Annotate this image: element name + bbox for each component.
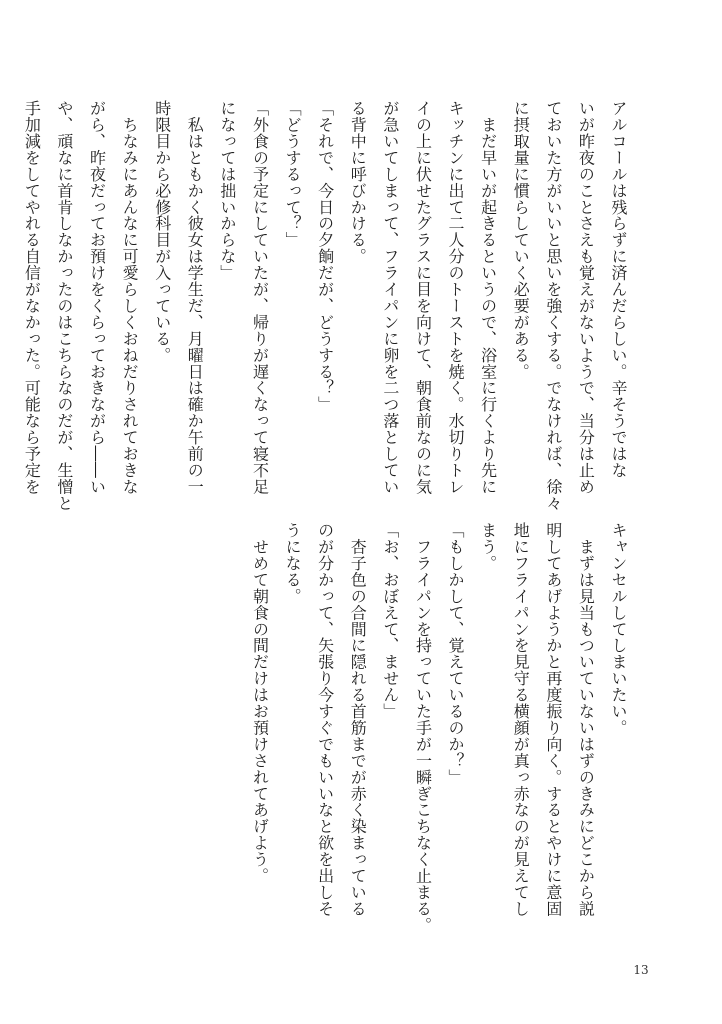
upper-text-block	[15, 100, 634, 512]
text-line: 手加減をしてやれる自信がなかった。可能なら予定を	[22, 100, 42, 495]
text-line: まずは見当もついていないはずのきみにどこから説	[576, 522, 596, 917]
text-line: ておいた方がいいと思いを強くする。でなければ、徐々	[543, 100, 563, 512]
text-line: が急いてしまって、フライパンに卵を二つ落としてい	[380, 100, 400, 495]
text-line: イの上に伏せたグラスに目を向けて、朝食前なのに気	[413, 100, 433, 495]
text-line: アルコールは残らずに済んだらしい。辛そうではな	[609, 100, 628, 479]
text-line: 時限目から必修科目が入っている。	[152, 100, 172, 364]
text-line: まだ早いが起きるというので、浴室に行くより先に	[478, 100, 498, 495]
text-line: せめて朝食の間だけはお預けされてあげよう。	[250, 522, 270, 884]
text-line: 「それで、今日の夕餉だが、どうする？」	[315, 100, 335, 413]
text-line: キッチンに出て二人分のトーストを焼く。水切りトレ	[446, 100, 466, 495]
text-line: いが昨夜のことさえも覚えがないようで、当分は止め	[576, 100, 596, 495]
text-line: のが分かって、矢張り今すぐでもいいなと欲を出しそ	[315, 522, 335, 917]
text-line: 「外食の予定にしていたが、帰りが遅くなって寝不足	[250, 100, 270, 495]
page-number: 13	[633, 963, 649, 977]
text-line: 明してあげようかと再度振り向く。するとやけに意固	[543, 522, 563, 917]
text-line: 「もしかして、覚えているのか？」	[446, 522, 466, 786]
text-line: まう。	[478, 522, 498, 572]
text-line: になっては拙いからな」	[217, 100, 237, 281]
text-line: キャンセルしてしまいたい。	[609, 522, 628, 736]
text-line: うになる。	[283, 522, 303, 605]
text-line: る背中に呼びかける。	[348, 100, 368, 265]
text-line: 「どうするって？」	[283, 100, 303, 249]
text-line: フライパンを持っていた手が一瞬ぎこちなく止まる。	[413, 522, 433, 934]
text-line: がら、昨夜だってお預けをくらっておきながら――い	[87, 100, 107, 495]
text-line: 地にフライパンを見守る横顔が真っ赤なのが見えてし	[511, 522, 531, 917]
text-line: 「お、おぼえて、ません」	[380, 522, 400, 720]
text-line: や、頑なに首肯しなかったのはこちらなのだが、生憎と	[54, 100, 74, 512]
text-line: に摂取量に慣らしていく必要がある。	[511, 100, 531, 380]
text-line: ちなみにあんなに可愛らしくおねだりされておきな	[120, 100, 140, 495]
text-line: 私はともかく彼女は学生だ、月曜日は確か午前の一	[185, 100, 205, 495]
lower-text-block	[243, 522, 634, 934]
text-line: 杏子色の合間に隠れる首筋までが赤く染まっている	[348, 522, 368, 917]
